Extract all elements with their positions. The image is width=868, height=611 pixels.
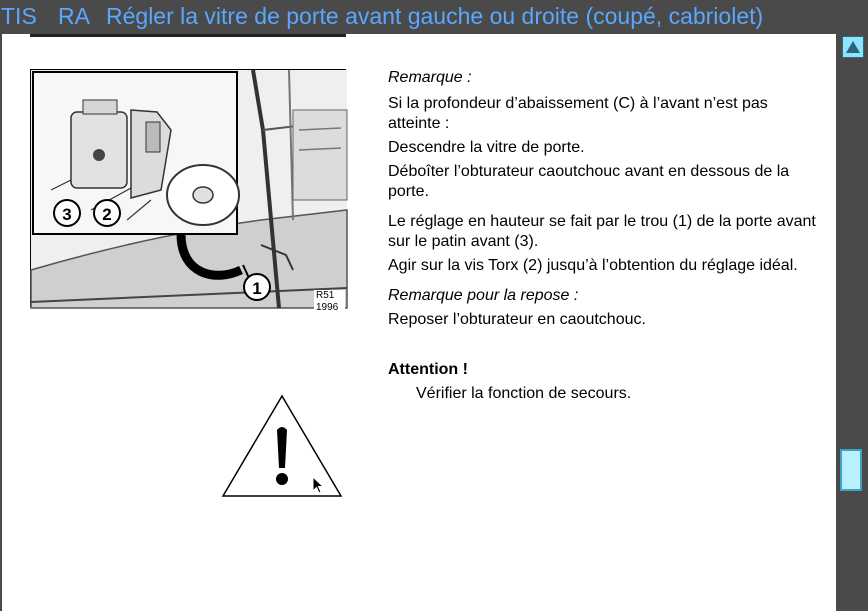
app-name: TIS: [1, 3, 37, 29]
instruction-paragraph-3: Déboîter l’obturateur caoutchouc avant en dessous de la porte.: [388, 163, 790, 200]
callout-1: 1: [243, 273, 271, 301]
title-bar: [0, 0, 868, 34]
repair-illustration: [30, 69, 346, 313]
previous-figure-edge: [30, 34, 346, 37]
instruction-paragraph-1: Si la profondeur d’abaissement (C) à l’avant n’est pas atteinte :: [388, 95, 768, 132]
callout-3: 3: [53, 199, 81, 227]
instruction-paragraph-4: Le réglage en hauteur se fait par le trou (1) de la porte avant sur le patin avant (3).: [388, 213, 816, 250]
instruction-paragraph-2: Descendre la vitre de porte.: [388, 139, 585, 156]
remark-heading: Remarque :: [388, 69, 472, 86]
callout-2: 2: [93, 199, 121, 227]
attention-text: Vérifier la fonction de secours.: [416, 385, 632, 402]
remark-repose-heading: Remarque pour la repose :: [388, 287, 579, 304]
module-code: RA: [58, 3, 90, 29]
instruction-text: [388, 68, 828, 404]
attention-heading: Attention !: [388, 361, 468, 378]
scrollbar-thumb[interactable]: [840, 449, 862, 491]
scroll-up-button[interactable]: [842, 36, 864, 58]
scroll-up-arrow-icon: [846, 41, 860, 53]
instruction-paragraph-6: Reposer l’obturateur en caoutchouc.: [388, 311, 646, 328]
mouse-cursor-icon: [312, 476, 326, 494]
figure-reference: R51 1996: [314, 290, 345, 314]
page-title: Régler la vitre de porte avant gauche ou droite (coupé, cabriolet): [106, 3, 764, 29]
instruction-paragraph-5: Agir sur la vis Torx (2) jusqu’à l’obtention du réglage idéal.: [388, 257, 798, 274]
vertical-scrollbar[interactable]: [836, 34, 868, 611]
left-window-border: [0, 34, 2, 611]
illustration-drawing: [31, 70, 347, 308]
